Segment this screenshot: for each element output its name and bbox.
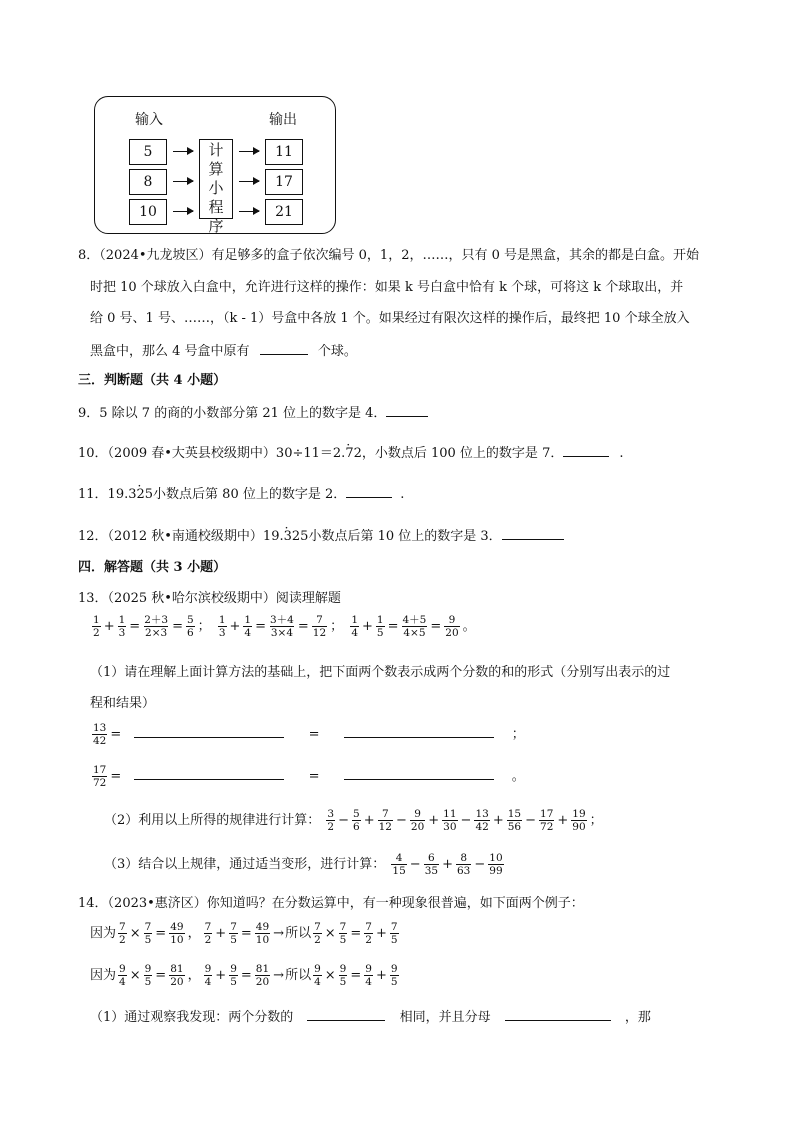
q14-part1-text-mid: 相同，并且分母 [399, 1010, 491, 1025]
q12-text: 12．（2012 秋•南通校级期中）19. [78, 529, 284, 544]
input-box: 5 [129, 139, 167, 165]
q12 [78, 526, 564, 546]
q14-part1-text-end: ，那 [624, 1010, 651, 1025]
repeating-digits: · 72 [345, 446, 362, 461]
fraction: $\frac{2+3}{2\times 3}$ [144, 614, 169, 639]
arrow-icon [173, 181, 193, 182]
fraction: $\frac{13}{42}$ [93, 722, 107, 747]
q14-part1 [90, 1007, 651, 1027]
answer-blank[interactable] [502, 526, 564, 540]
calc-program-box [199, 139, 233, 235]
q13-part1-line1: （1）请在理解上面计算方法的基础上，把下面两个数表示成两个分数的和的形式（分别写出表示的过 [90, 665, 671, 680]
output-label: 输出 [269, 112, 297, 128]
fraction: $\frac{1}{4}$ [351, 614, 358, 639]
q13-blank-row-a: $\frac{13}{42}$ = = ； [93, 722, 525, 747]
q13-blank-row-b: $\frac{17}{72}$ = = 。 [93, 764, 525, 789]
q11: 11．19.3· 25小数点后第 80 位上的数字是 2． . [78, 484, 404, 504]
q13-part2-label: （2）利用以上所得的规律进行计算： [104, 813, 321, 828]
q8-line4-end: 个球。 [317, 344, 357, 359]
fraction: $\frac{4+5}{4\times 5}$ [402, 614, 427, 639]
input-label: 输入 [135, 112, 163, 128]
q11-text-end: 小数点后第 80 位上的数字是 2． [153, 487, 347, 502]
because-label: 因为 [90, 968, 117, 983]
fraction: $\frac{3+4}{3\times 4}$ [270, 614, 294, 639]
answer-blank[interactable] [386, 403, 428, 417]
q13-part3-label: （3）结合以上规律，通过适当变形，进行计算： [104, 857, 386, 872]
section-heading: 四．解答题（共 3 小题） [78, 560, 227, 575]
repeating-digits: · 325 [284, 529, 309, 544]
arrow-icon [239, 211, 259, 212]
section-heading: 三．判断题（共 4 小题） [78, 373, 227, 388]
q10-text-end: ，小数点后 100 位上的数字是 7． [361, 446, 564, 461]
arrow-icon [239, 181, 259, 182]
q14-part1-text: （1）通过观察我发现：两个分数的 [90, 1010, 294, 1025]
because-label: 因为 [90, 926, 117, 941]
answer-blank[interactable] [344, 724, 494, 738]
output-box: 17 [265, 169, 303, 195]
answer-blank[interactable] [344, 766, 494, 780]
answer-blank[interactable] [134, 724, 284, 738]
q9 [78, 403, 428, 423]
fraction: $\frac{9}{20}$ [445, 614, 459, 639]
fraction: $\frac{1}{4}$ [244, 614, 252, 639]
fraction: $\frac{1}{3}$ [218, 614, 226, 639]
fraction: $\frac{5}{6}$ [186, 614, 194, 639]
arrow-icon [239, 151, 259, 152]
q8-line4 [90, 341, 357, 361]
input-box: 10 [129, 199, 167, 225]
answer-blank[interactable] [505, 1007, 611, 1021]
q10: 10．（2009 春•大英县校级期中）30÷11＝2.· 72，小数点后 100 位上的数字是 7． . [78, 443, 623, 463]
q11-text: 11．19.3 [78, 487, 137, 502]
q13-title: 13．（2025 秋•哈尔滨校级期中）阅读理解题 [78, 591, 341, 606]
q12-text-end: 小数点后第 10 位上的数字是 3． [308, 529, 502, 544]
fraction: $\frac{7}{12}$ [312, 614, 327, 639]
q13-part2: （2）利用以上所得的规律进行计算： $\frac{3}{2}$ − $\frac{5}{6}$ + $\frac{7}{12}$ − $\frac{9}{20}$ + $\frac{11}{30}$ − $\frac{13}{42}$ + $\frac{15}{56}$ − $\frac{17}{72}$ + $\frac{19}{90}$ ； [104, 808, 603, 833]
answer-blank[interactable] [260, 341, 308, 355]
q14-example-1: 因为 $\frac{7}{2}$ × $\frac{7}{5}$ = $\frac{49}{10}$ ， $\frac{7}{2}$ + $\frac{7}{5}$ = $\frac{49}{10}$ →所以 $\frac{7}{2}$ × $\frac{7}{5}$ = $\frac{7}{2}$ + $\frac{7}{5}$ [90, 921, 398, 946]
q10-text: 10．（2009 春•大英县校级期中）30÷11＝2. [78, 446, 346, 461]
q8-line3: 给 0 号、1 号、……，（k - 1）号盒中各放 1 个。如果经过有限次这样的操作后，最终把 10 个球全放入 [90, 311, 690, 326]
arrow-icon [173, 151, 193, 152]
answer-blank[interactable] [134, 766, 284, 780]
so-label: 所以 [285, 926, 312, 941]
q14-title: 14．（2023•惠济区）你知道吗？在分数运算中，有一种现象很普遍，如下面两个例子： [78, 896, 584, 911]
input-box: 8 [129, 169, 167, 195]
q13-part1-line2: 程和结果） [90, 696, 156, 711]
q9-text: 9．5 除以 7 的商的小数部分第 21 位上的数字是 4． [78, 406, 387, 421]
fraction: $\frac{1}{3}$ [118, 614, 126, 639]
q8-line1: 8．（2024•九龙坡区）有足够多的盒子依次编号 0，1，2，……，只有 0 号是黑盒，其余的都是白盒。开始 [78, 248, 700, 263]
fraction: $\frac{17}{72}$ [93, 764, 107, 789]
answer-blank[interactable] [346, 484, 392, 498]
so-label: 所以 [285, 968, 312, 983]
q8-line2: 时把 10 个球放入白盒中，允许进行这样的操作：如果 k 号白盒中恰有 k 个球，可将这 k 个球取出，并 [90, 280, 684, 295]
q13-part3: （3）结合以上规律，通过适当变形，进行计算： $\frac{4}{15}$ − $\frac{6}{35}$ + $\frac{8}{63}$ − $\frac{10}{99}$ [104, 852, 503, 877]
fraction: $\frac{1}{5}$ [376, 614, 384, 639]
calc-program-label: 计算小程序 [208, 141, 224, 235]
answer-blank[interactable] [563, 443, 609, 457]
repeating-digits: · 25 [137, 487, 154, 502]
q14-example-2: 因为 $\frac{9}{4}$ × $\frac{9}{5}$ = $\frac{81}{20}$ ， $\frac{9}{4}$ + $\frac{9}{5}$ = $\frac{81}{20}$ →所以 $\frac{9}{4}$ × $\frac{9}{5}$ = $\frac{9}{4}$ + $\frac{9}{5}$ [90, 963, 398, 988]
output-box: 21 [265, 199, 303, 225]
fraction: $\frac{1}{2}$ [93, 614, 100, 639]
q8-line4-text: 黑盒中，那么 4 号盒中原有 [90, 344, 250, 359]
q13-example: $\frac{1}{2}$ + $\frac{1}{3}$ = $\frac{2+3}{2\times 3}$ = $\frac{5}{6}$ ； $\frac{1}{3}$ + $\frac{1}{4}$ = $\frac{3+4}{3\times 4}$ = $\frac{7}{12}$ ； $\frac{1}{4}$ + $\frac{1}{5}$ = $\frac{4+5}{4\times 5}$ = $\frac{9}{20}$ 。 [93, 614, 476, 639]
output-box: 11 [265, 139, 303, 165]
calculator-diagram [94, 96, 336, 234]
arrow-icon [173, 211, 193, 212]
answer-blank[interactable] [307, 1007, 385, 1021]
